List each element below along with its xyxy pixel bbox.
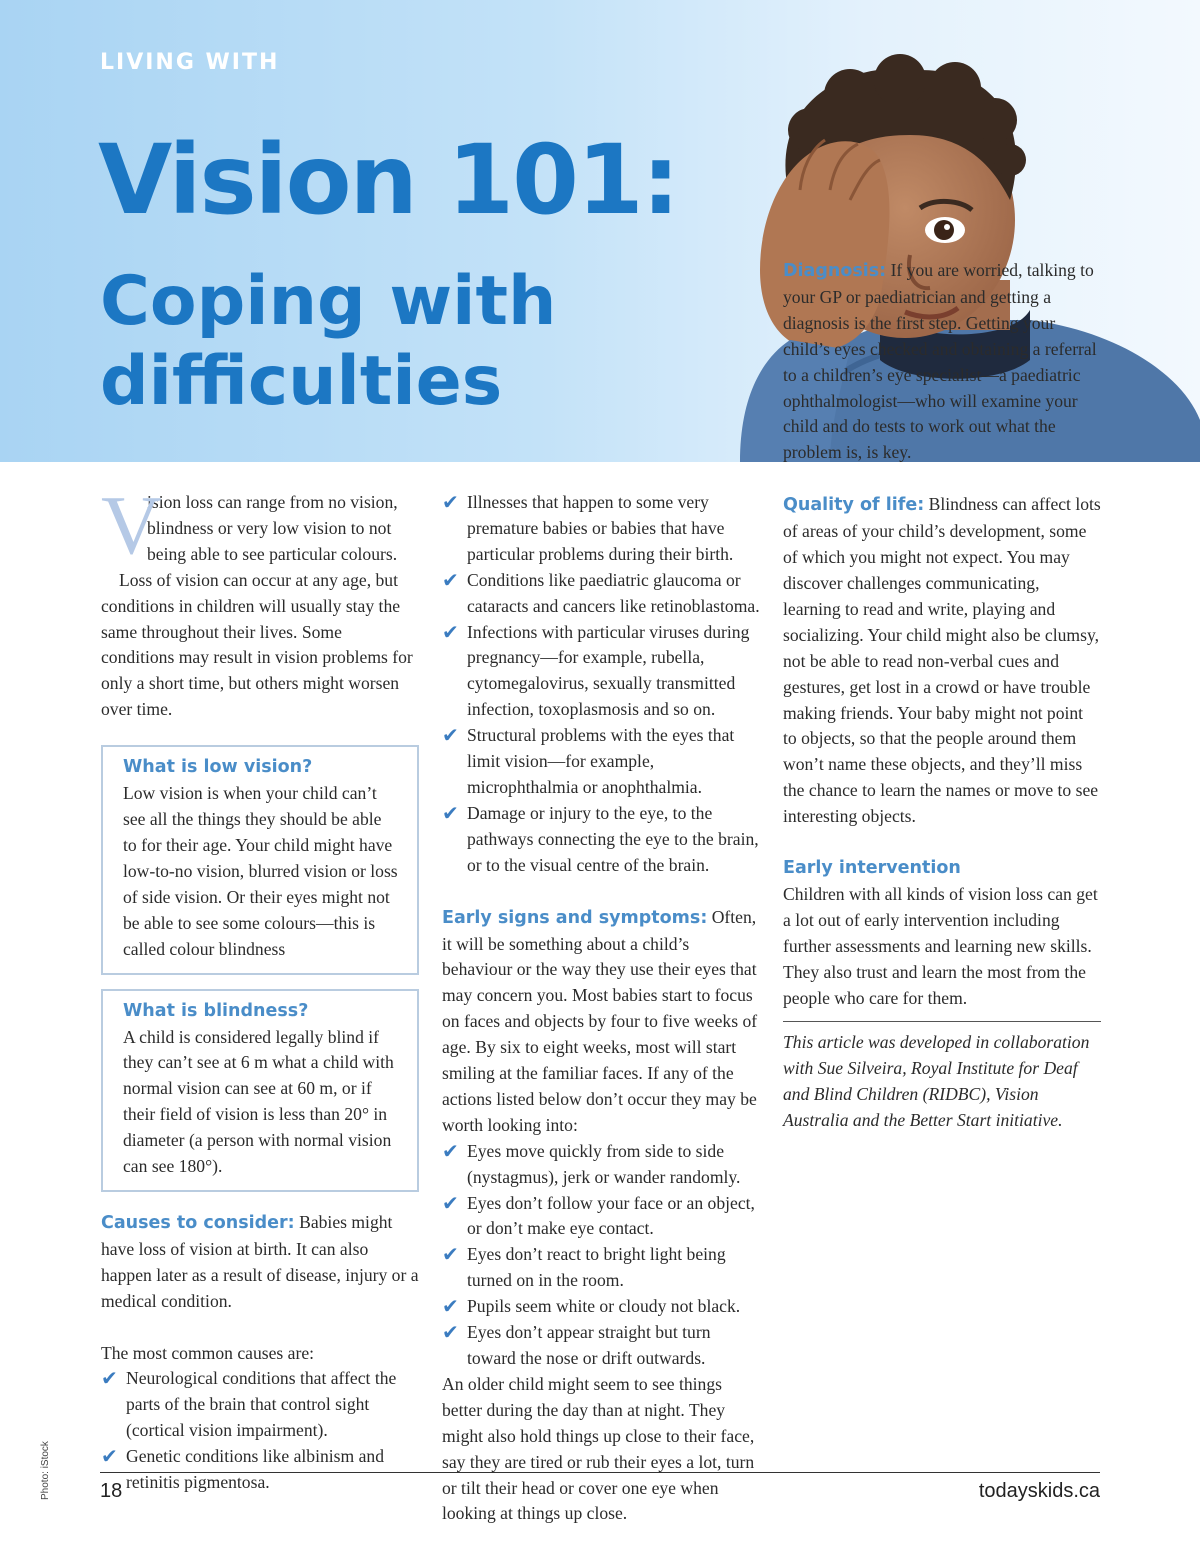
diagnosis-paragraph — [783, 258, 1101, 466]
list-item: ✔ Infections with particular viruses during pregnancy—for example, rubella, cytomegalovirus, sexually transmitted infection, toxoplasmosis and so on. — [442, 619, 750, 720]
intervention-text: Children with all kinds of vision loss can get a lot out of early intervention including further assessments and learning new skills. They also trust and learn the most from the people who care for them. — [783, 883, 1098, 1008]
list-item: ✔ Pupils seem white or cloudy not black. — [442, 1294, 741, 1319]
check-mark-icon: ✔ — [442, 1320, 459, 1345]
check-mark-icon: ✔ — [442, 490, 459, 514]
quality-text: Blindness can affect lots of areas of your child’s development, some of which you might not expect. You may discover challenges communicating, learning to read and write, playing and socializing. Your child might also be clumsy, not be able to read non-verbal cues and gestures, get lost in a crowd or have trouble making friends. Your baby might not point to objects, so that the people around them won’t name these objects, and they’ll miss the chance to learn the names or move to see interesting objects. — [783, 494, 1101, 827]
section-label: LIVING WITH — [100, 50, 280, 75]
causes-heading: Causes to consider: — [101, 1212, 295, 1233]
causes-list-intro: The most common causes are: — [101, 1342, 315, 1363]
list-item: ✔ Neurological conditions that affect the parts of the brain that control sight (cortical vision impairment). — [101, 1366, 397, 1441]
intro-text: ision loss can range from no vision, blindness or very low vision to not being able to see particular colours. — [147, 492, 398, 564]
check-mark-icon: ✔ — [442, 800, 459, 825]
check-mark-icon: ✔ — [442, 1138, 459, 1163]
quality-heading: Quality of life: — [783, 495, 925, 516]
blindness-text: A child is considered legally blind if they can’t see at 6 m what a child with normal vision can see at 60 m, or if their field of vision is less than 20° in diameter (a person with normal vision can see 180°). — [123, 1026, 394, 1177]
list-item: ✔ Damage or injury to the eye, to the pathways connecting the eye to the brain, or to the visual centre of the brain. — [442, 800, 759, 875]
low-vision-title: What is low vision? — [123, 757, 313, 778]
column-2 — [442, 490, 762, 1527]
drop-cap: V — [101, 479, 162, 572]
causes-text: Babies might have loss of vision at birth. It can also happen later as a result of disease, injury or a medical condition. — [101, 1211, 419, 1311]
site-name: todayskids.ca — [978, 1480, 1100, 1502]
check-mark-icon: ✔ — [442, 1294, 459, 1319]
list-item: ✔ Genetic conditions like albinism and retinitis pigmentosa. — [101, 1444, 384, 1493]
column-3 — [783, 260, 1101, 1134]
check-mark-icon: ✔ — [101, 1366, 118, 1391]
page-title: Vision 101: — [98, 124, 679, 236]
list-item: ✔ Structural problems with the eyes that limit vision—for example, microphthalmia or anophthalmia. — [442, 723, 735, 797]
diagnosis-heading: Diagnosis: — [783, 261, 887, 281]
list-item: ✔ Eyes don’t appear straight but turn toward the nose or drift outwards. — [442, 1320, 711, 1368]
causes-paragraph — [101, 1210, 419, 1315]
check-mark-icon: ✔ — [101, 1444, 118, 1469]
article-credit: This article was developed in collaboration with Sue Silveira, Royal Institute for Deaf and Blind Children (RIDBC), Vision Australia and the Better Start initiative. — [783, 1032, 1090, 1131]
list-item: ✔ Conditions like paediatric glaucoma or cataracts and cancers like retinoblastoma. — [442, 567, 760, 616]
check-mark-icon: ✔ — [442, 567, 459, 592]
page-number: 18 — [100, 1480, 123, 1502]
check-mark-icon: ✔ — [442, 1190, 459, 1215]
low-vision-box — [101, 745, 419, 974]
early-signs-list — [442, 1139, 762, 1372]
early-signs-heading: Early signs and symptoms: — [442, 907, 708, 928]
causes-list-continued — [442, 490, 762, 879]
blindness-title: What is blindness? — [123, 1000, 309, 1021]
page-subtitle: Coping with difficulties — [100, 262, 557, 421]
diagnosis-text: If you are worried, talking to your GP or paediatrician and getting a diagnosis is the first step. Getting your child’s eyes checked and obtaining a referral to a children’s eye specialist—a paediatric ophthalmologist—who will examine your child and do tests to work out what the problem is, is key. — [783, 260, 1097, 463]
list-item: ✔ Eyes move quickly from side to side (nystagmus), jerk or wander randomly. — [442, 1138, 741, 1187]
quality-paragraph — [783, 492, 1101, 830]
check-mark-icon: ✔ — [442, 619, 459, 644]
intro-text-2: Loss of vision can occur at any age, but conditions in children will usually stay the same throughout their lives. Some conditions may result in vision problems for only a short time, but others might worsen over time. — [101, 569, 413, 720]
early-signs-paragraph — [442, 905, 762, 1139]
older-child-text: An older child might seem to see things better during the day than at night. They might also hold things up close to their face, say they are tired or rub their eyes a lot, turn or tilt their head or cover one eye when looking at things up close. — [442, 1373, 755, 1524]
column-1 — [101, 479, 419, 1496]
early-signs-text: Often, it will be something about a child’s behaviour or the way they use their eyes that may concern you. Most babies start to focus on faces and objects by four to five weeks of age. By six to eight weeks, most will start smiling at the familiar faces. If any of the actions listed below don’t occur they may be worth looking into: — [442, 906, 758, 1135]
list-item: ✔ Eyes don’t react to bright light being turned on in the room. — [442, 1242, 726, 1291]
causes-list — [101, 1366, 419, 1496]
blindness-box — [101, 989, 419, 1192]
intervention-heading: Early intervention — [783, 858, 961, 879]
check-mark-icon: ✔ — [442, 1242, 459, 1267]
intro-paragraph — [101, 479, 419, 572]
low-vision-text: Low vision is when your child can’t see all the things they should be able to for their age. Your child might have low-to-no vision, blurred vision or loss of side vision. Or their eyes might not be able to see some colours—this is called colour blindness — [123, 783, 398, 959]
photo-credit: Photo: iStock — [40, 1441, 51, 1500]
list-item: ✔ Eyes don’t follow your face or an object, or don’t make eye contact. — [442, 1190, 755, 1239]
divider — [783, 1021, 1101, 1022]
check-mark-icon: ✔ — [442, 723, 459, 748]
list-item: ✔ Illnesses that happen to some very premature babies or babies that have particular problems during their birth. — [442, 490, 734, 564]
footer-divider — [100, 1472, 1100, 1473]
